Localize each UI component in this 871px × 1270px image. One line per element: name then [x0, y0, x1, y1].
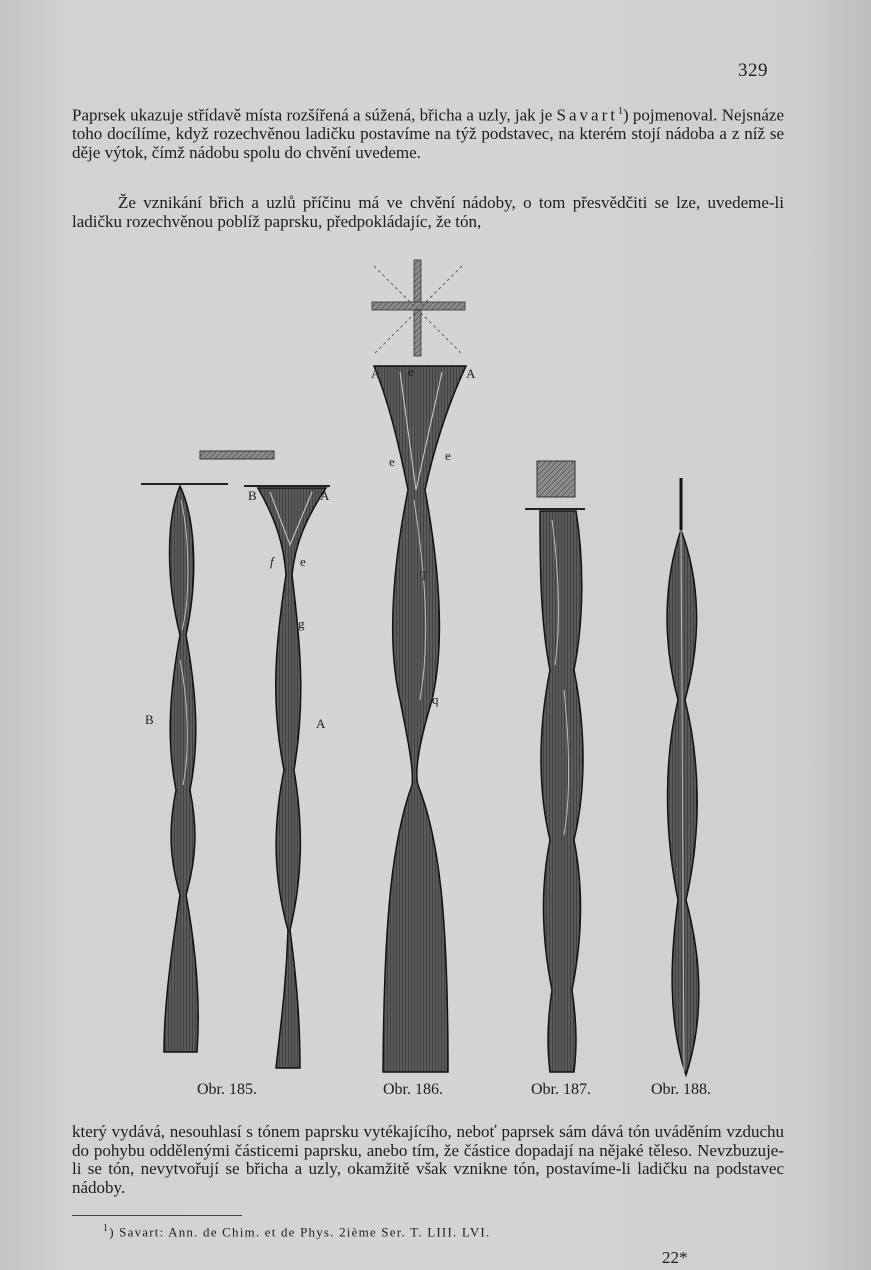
paragraph-1	[72, 103, 784, 162]
footnote-marker: 1	[103, 1223, 110, 1234]
figure-185-label-B: B	[145, 712, 154, 727]
cross-icon	[372, 260, 465, 356]
figure-186-label-A2: A	[466, 366, 476, 381]
figure-185-caption: Obr. 185.	[197, 1081, 257, 1098]
figure-187-caption: Obr. 187.	[531, 1081, 591, 1098]
figure-186-label-q: q	[432, 692, 439, 707]
tuning-fork-plate	[200, 451, 274, 459]
footnote	[103, 1223, 490, 1240]
figure-187-jet	[525, 461, 585, 1072]
footnote-text: ) Savart: Ann. de Chim. et de Phys. 2ième Ser. T. LIII. LVI.	[109, 1224, 491, 1240]
figure-plate	[0, 250, 871, 1110]
figure-a-label-A2: A	[316, 716, 326, 731]
footnote-ref: 1	[617, 106, 623, 117]
figure-186-label-T: T	[420, 568, 428, 583]
figure-a-label-e: e	[300, 554, 306, 569]
paragraph-2: Že vznikání břich a uzlů příčinu má ve chvění nádoby, o tom přesvědčiti se lze, uvedeme-li ladičku rozechvěnou poblíž paprsku, předpokládajíc, že tón,	[72, 193, 784, 231]
tuning-fork-block	[537, 461, 575, 497]
figure-188-caption: Obr. 188.	[651, 1081, 711, 1098]
paragraph-1-text-b: ) pojmenoval. Nejsnáze toho docílíme, když rozechvěnou ladičku postavíme na týž podstavec, na kterém stojí nádoba a z níž se děje výtok, čímž nádobu spolu do chvění uvedeme.	[72, 105, 784, 162]
figure-186-jet	[371, 260, 476, 1072]
paragraph-1-text-a: Paprsek ukazuje střídavě místa rozšířená a súžená, břicha a uzly, jak je	[72, 105, 557, 125]
figure-186-label-e1: e	[408, 364, 414, 379]
figure-186-caption: Obr. 186.	[383, 1081, 443, 1098]
figure-188-jet	[667, 478, 699, 1075]
figure-a-label-g: g	[298, 616, 305, 631]
figure-a-label-A: A	[320, 488, 330, 503]
author-name-savart: Savart	[556, 105, 618, 125]
figure-185-jet	[141, 451, 274, 1052]
figure-a-label-f: f	[270, 554, 274, 569]
figure-a-jet	[244, 486, 330, 1068]
paragraph-3: který vydává, nesouhlasí s tónem paprsku vytékajícího, neboť paprsek sám dává tón uváděním vzduchu do pohybu oddělenými částicemi paprsku, anebo tím, že částice dopadají na nějaké těleso. Nevzbuzuje-li se tón, nevytvořují se břicha a uzly, okamžitě však vznikne tón, postavíme-li ladičku na podstavec nádoby.	[72, 1122, 784, 1197]
footnote-divider	[72, 1215, 242, 1216]
page-number: 329	[738, 60, 768, 81]
printer-signature: 22*	[662, 1248, 688, 1267]
figure-186-label-e2: e	[389, 454, 395, 469]
figure-186-label-e3: e	[445, 448, 451, 463]
figure-186-label-A1: A	[371, 366, 381, 381]
figure-a-label-B: B	[248, 488, 257, 503]
